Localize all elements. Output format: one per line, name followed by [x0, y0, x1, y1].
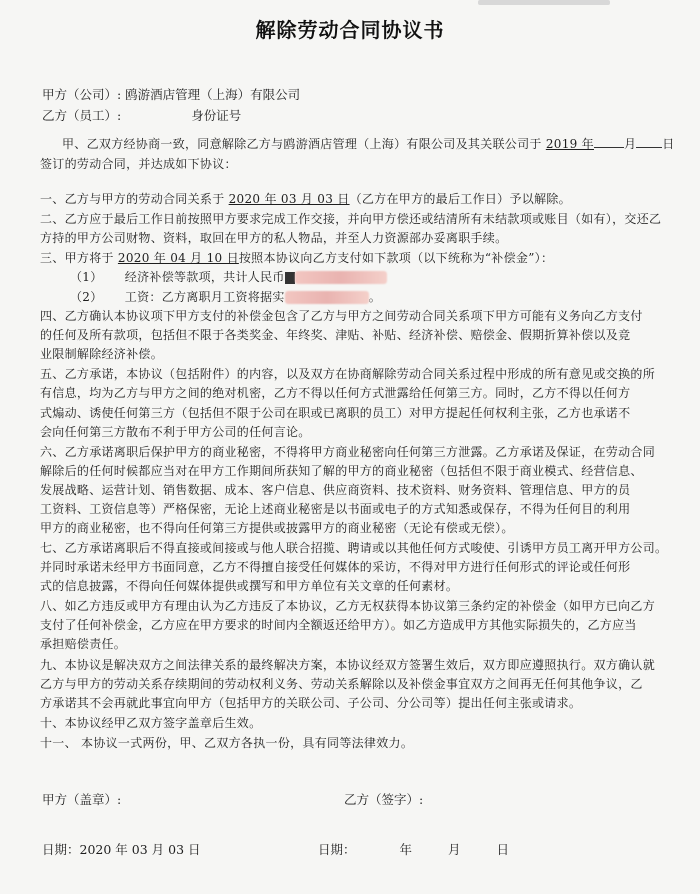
day-blank — [636, 135, 662, 148]
clause-6-line-3: 发展战略、运营计划、销售数据、成本、客户信息、供应商资料、技术资料、财务资料、管理信息、甲方的员 — [40, 483, 631, 497]
clause-8-line-2: 支付了任何补偿金，乙方应在甲方要求的时间内全额返还给甲方）。如乙方造成甲方其他实际损失的，乙方应当 — [40, 618, 637, 632]
clause-4-line-2: 的任何及所有款项，包括但不限于各类奖金、年终奖、津贴、补贴、经济补偿、赔偿金、假期折算补偿以及竞 — [40, 328, 631, 342]
preamble-line-2: 签订的劳动合同，并达成如下协议： — [40, 157, 237, 171]
redaction-blur — [295, 271, 387, 284]
clause-5-line-4: 会向任何第三方散布不利于甲方公司的任何言论。 — [40, 425, 311, 439]
date-b-day: 日 — [496, 842, 509, 857]
preamble-line-1 — [62, 135, 675, 154]
clause-9-line-3: 方承诺其不会再就此事宜向甲方（包括甲方的关联公司、子公司、分公司等）提出任何主张或请求。 — [40, 696, 582, 710]
redaction-mark — [285, 272, 295, 284]
clause-3 — [40, 249, 553, 268]
clause-3-item-1 — [70, 268, 387, 287]
preamble-year: 2019 年 — [545, 137, 594, 151]
month-blank — [594, 135, 624, 148]
clause-5-line-3: 式煽动、诱使任何第三方（包括但不限于公司在职或已离职的员工）对甲方提起任何权利主张，乙方也承诺不 — [40, 406, 631, 420]
party-b-signature-label: 乙方（签字）: — [344, 792, 424, 807]
clause-4-line-1: 四、乙方确认本协议项下甲方支付的补偿金包含了乙方与甲方之间劳动合同关系项下甲方可能有义务向乙方支付 — [40, 309, 643, 323]
preamble-text: 甲、乙双方经协商一致，同意解除乙方与鸥游酒店管理（上海）有限公司及其关联公司于 — [62, 137, 546, 151]
clause-10: 十、本协议经甲乙双方签字盖章后生效。 — [40, 716, 262, 730]
item-2-text: 工资：乙方离职月工资将据实 — [124, 290, 285, 304]
clause-1-text-a: 一、乙方与甲方的劳动合同关系于 — [40, 192, 229, 206]
item-2-number: （2） — [70, 290, 103, 304]
preamble-month: 月 — [623, 137, 637, 151]
clause-3-text-a: 三、甲方将于 — [40, 251, 118, 265]
party-a-line: 甲方（公司）: 鸥游酒店管理（上海）有限公司 — [42, 87, 301, 102]
clause-3-text-b: 按照本协议向乙方支付如下款项（以下统称为“补偿金”）： — [238, 251, 554, 265]
item-2-end: 。 — [368, 290, 382, 304]
clause-5-line-1: 五、乙方承诺，本协议（包括附件）的内容，以及双方在协商解除劳动合同关系过程中形成的所有意见或交换的所 — [40, 367, 656, 381]
party-b-date — [318, 840, 509, 858]
date-b-year: 年 — [399, 842, 412, 857]
clause-2-line-2: 方持的甲方公司财物、资料，取回在甲方的私人物品，并至人力资源部办妥离职手续。 — [40, 231, 508, 245]
clause-3-date: 2020 年 04 月 10 日 — [117, 251, 239, 265]
party-a-seal-label: 甲方（盖章）: — [42, 792, 122, 807]
clause-7-line-3: 式的信息披露，不得向任何媒体提供或撰写和甲方单位有关文章的任何素材。 — [40, 579, 459, 593]
party-b-line — [42, 106, 241, 124]
clause-1-date: 2020 年 03 月 03 日 — [228, 192, 350, 206]
clause-3-item-2 — [70, 288, 381, 307]
clause-2-line-1: 二、乙方应于最后工作日前按照甲方要求完成工作交接，并向甲方偿还或结清所有未结款项或账目（如有），交还乙 — [40, 212, 662, 226]
date-b-label: 日期： — [318, 842, 356, 857]
clause-9-line-2: 乙方与甲方的劳动关系存续期间的劳动权利义务、劳动关系解除以及补偿金事宜双方之间再无任何其他争议，乙 — [40, 677, 643, 691]
item-1-number: （1） — [70, 270, 103, 284]
clause-7-line-1: 七、乙方承诺离职后不得直接或间接或与他人联合招揽、聘请或以其他任何方式唆使、引诱甲方员工离开甲方公司。 — [40, 541, 668, 555]
scan-artifact — [478, 0, 610, 5]
clause-6-line-4: 工资料、工资信息等）严格保密，无论上述商业秘密是以书面或电子的方式知悉或保存，不得为任何目的利用 — [40, 502, 631, 516]
item-1-text: 经济补偿等款项，共计人民币 — [124, 270, 285, 284]
party-a-date: 日期：2020 年 03 月 03 日 — [42, 842, 201, 857]
date-b-month: 月 — [447, 842, 461, 857]
clause-8-line-3: 承担赔偿责任。 — [40, 637, 127, 651]
clause-1-text-b: （乙方在甲方的最后工作日）予以解除。 — [349, 192, 571, 206]
party-b-id-label: 身份证号 — [191, 108, 242, 123]
clause-6-line-1: 六、乙方承诺离职后保护甲方的商业秘密，不得将甲方商业秘密向任何第三方泄露。乙方承诺及保证，在劳动合同 — [40, 445, 656, 459]
clause-11: 十一、 本协议一式两份，甲、乙双方各执一份，具有同等法律效力。 — [40, 736, 414, 750]
clause-8-line-1: 八、如乙方违反或甲方有理由认为乙方违反了本协议，乙方无权获得本协议第三条约定的补偿金（如甲方已向乙方 — [40, 599, 656, 613]
redaction-blur — [285, 291, 369, 304]
clause-6-line-2: 解除后的任何时候都应当对在甲方工作期间所获知了解的甲方的商业秘密（包括但不限于商业模式、经营信息、 — [40, 464, 643, 478]
party-b-label: 乙方（员工）: — [42, 108, 122, 123]
clause-6-line-5: 甲方的商业秘密，也不得向任何第三方提供或披露甲方的商业秘密（无论有偿或无偿）。 — [40, 521, 514, 535]
preamble-day: 日 — [662, 137, 675, 151]
clause-7-line-2: 并同时承诺未经甲方书面同意，乙方不得擅自接受任何媒体的采访，不得对甲方进行任何形式的评论或任何形 — [40, 560, 631, 574]
document-title: 解除劳动合同协议书 — [255, 18, 445, 42]
clause-9-line-1: 九、本协议是解决双方之间法律关系的最终解决方案，本协议经双方签署生效后，双方即应遵照执行。双方确认就 — [40, 658, 656, 672]
clause-5-line-2: 有信息，均为乙方与甲方之间的绝对机密，乙方不得以任何方式泄露给任何第三方。同时，乙方不得以任何方 — [40, 386, 631, 400]
clause-1 — [40, 190, 571, 209]
clause-4-line-3: 业限制解除经济补偿。 — [40, 347, 164, 361]
